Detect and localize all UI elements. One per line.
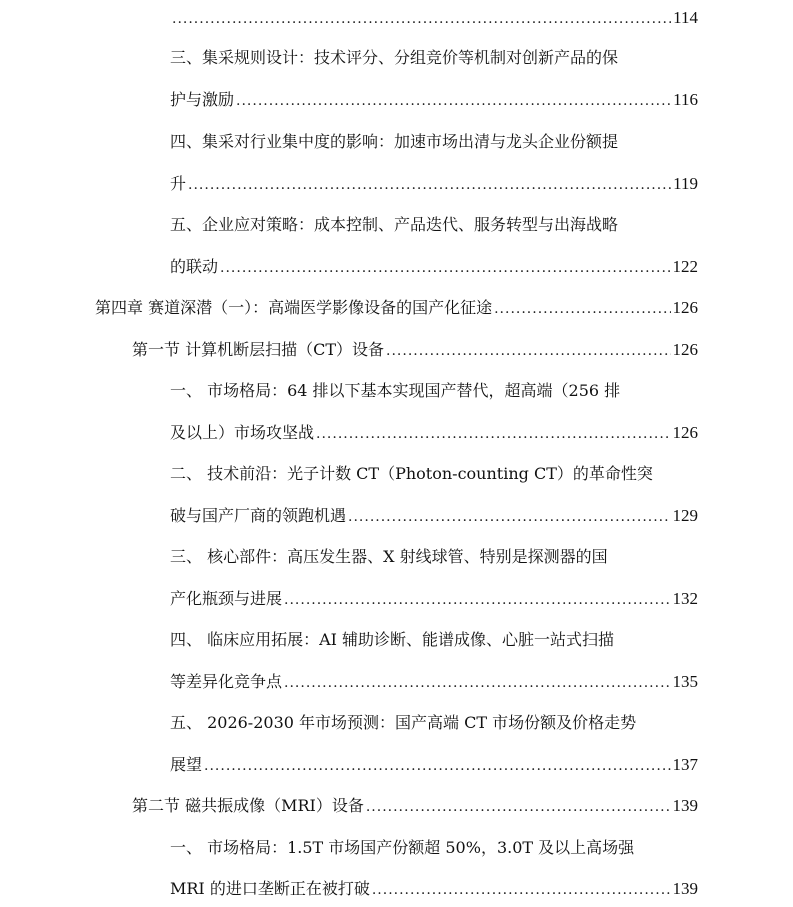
toc-entry-level3-cont[interactable] xyxy=(170,423,698,444)
toc-entry-text: 四、集采对行业集中度的影响：加速市场出清与龙头企业份额提 xyxy=(170,132,619,151)
toc-page-number: 126 xyxy=(672,423,698,442)
toc-entry-level3-cont[interactable] xyxy=(170,755,698,776)
leader-dots xyxy=(386,341,670,361)
toc-entry-text: 一、 市场格局：1.5T 市场国产份额超 50%，3.0T 及以上高场强 xyxy=(170,838,635,857)
toc-page-number: 139 xyxy=(672,796,698,815)
toc-entry-text: MRI 的进口垄断正在被打破 xyxy=(170,879,370,898)
toc-entry-level3[interactable] xyxy=(170,132,698,152)
leader-dots xyxy=(372,880,671,900)
toc-entry-level3-cont[interactable] xyxy=(170,257,698,278)
toc-entry-text: 展望 xyxy=(170,755,203,774)
toc-page-number: 137 xyxy=(672,755,698,774)
toc-entry-level3[interactable] xyxy=(170,215,698,235)
toc-entry-text: 五、 2026-2030 年市场预测：国产高端 CT 市场份额及价格走势 xyxy=(170,713,637,732)
leader-dots xyxy=(366,797,671,817)
toc-entry-text: 一、 市场格局：64 排以下基本实现国产替代，超高端（256 排 xyxy=(170,381,621,400)
toc-entry-text: 第一节 计算机断层扫描（CT）设备 xyxy=(132,340,385,359)
toc-entry-text: 护与激励 xyxy=(170,90,235,109)
toc-page-number: 129 xyxy=(672,506,698,525)
toc-page-number: 122 xyxy=(672,257,698,276)
leader-dots xyxy=(348,507,670,527)
toc-page-number: 116 xyxy=(673,90,698,109)
toc-entry-level3[interactable] xyxy=(170,630,698,650)
toc-entry-level3[interactable] xyxy=(170,547,698,567)
leader-dots xyxy=(220,258,670,278)
toc-entry-text: 产化瓶颈与进展 xyxy=(170,589,283,608)
toc-page-number: 114 xyxy=(673,8,698,27)
toc-entry-continuation[interactable] xyxy=(170,8,698,29)
toc-entry-level3-cont[interactable] xyxy=(170,672,698,693)
toc-entry-level3[interactable] xyxy=(170,838,698,858)
toc-entry-text: 破与国产厂商的领跑机遇 xyxy=(170,506,347,525)
toc-entry-text: 二、 技术前沿：光子计数 CT（Photon-counting CT）的革命性突 xyxy=(170,464,653,483)
toc-page-number: 139 xyxy=(672,879,698,898)
toc-page-number: 135 xyxy=(672,672,698,691)
toc-chapter-entry[interactable] xyxy=(95,298,698,319)
toc-entry-level3-cont[interactable] xyxy=(170,174,698,195)
leader-dots xyxy=(316,424,670,444)
toc-section-entry[interactable] xyxy=(132,340,698,361)
toc-entry-text: 的联动 xyxy=(170,257,219,276)
toc-entry-level3-cont[interactable] xyxy=(170,90,698,111)
toc-entry-text: 三、集采规则设计：技术评分、分组竞价等机制对创新产品的保 xyxy=(170,48,619,67)
leader-dots xyxy=(204,756,670,776)
toc-section-entry[interactable] xyxy=(132,796,698,817)
toc-entry-text: 升 xyxy=(170,174,187,193)
toc-entry-text: 及以上）市场攻坚战 xyxy=(170,423,315,442)
toc-page-number: 126 xyxy=(672,340,698,359)
toc-page-number: 126 xyxy=(672,298,698,317)
leader-dots xyxy=(284,590,670,610)
toc-entry-level3[interactable] xyxy=(170,464,698,484)
leader-dots xyxy=(284,673,670,693)
toc-entry-level3-cont[interactable] xyxy=(170,879,698,900)
toc-entry-text: 四、 临床应用拓展：AI 辅助诊断、能谱成像、心脏一站式扫描 xyxy=(170,630,615,649)
toc-entry-level3-cont[interactable] xyxy=(170,589,698,610)
leader-dots xyxy=(188,175,671,195)
leader-dots xyxy=(172,9,671,29)
toc-entry-level3[interactable] xyxy=(170,381,698,401)
toc-page-number: 119 xyxy=(673,174,698,193)
toc-entry-level3[interactable] xyxy=(170,48,698,68)
toc-entry-level3-cont[interactable] xyxy=(170,506,698,527)
toc-entry-level3[interactable] xyxy=(170,713,698,733)
toc-entry-text: 三、 核心部件：高压发生器、X 射线球管、特别是探测器的国 xyxy=(170,547,608,566)
toc-page-number: 132 xyxy=(672,589,698,608)
toc-entry-text: 第四章 赛道深潜（一）：高端医学影像设备的国产化征途 xyxy=(95,298,493,317)
toc-entry-text: 五、企业应对策略：成本控制、产品迭代、服务转型与出海战略 xyxy=(170,215,619,234)
leader-dots xyxy=(236,91,671,111)
toc-entry-text: 第二节 磁共振成像（MRI）设备 xyxy=(132,796,364,815)
toc-entry-text: 等差异化竞争点 xyxy=(170,672,283,691)
leader-dots xyxy=(494,299,670,319)
